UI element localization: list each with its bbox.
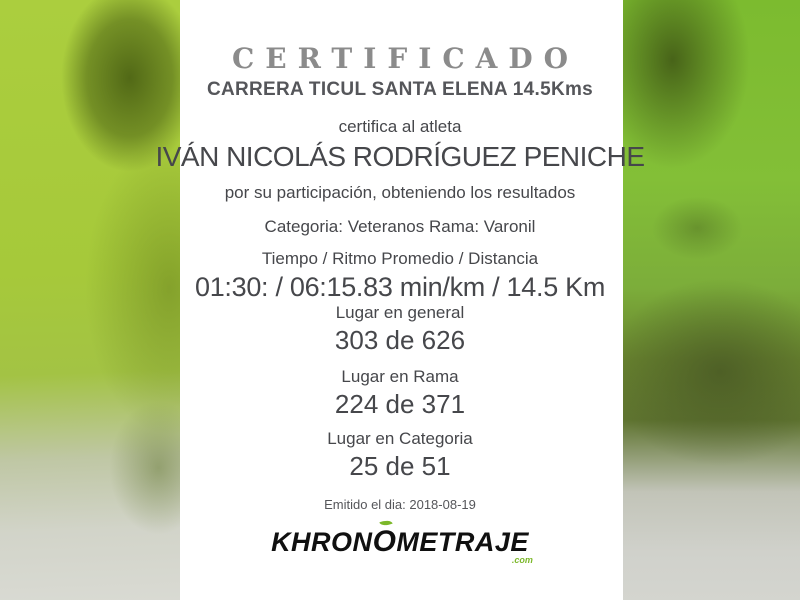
event-name: CARRERA TICUL SANTA ELENA 14.5Kms	[206, 79, 594, 100]
placement-categoria-label: Lugar en Categoria	[327, 429, 473, 448]
logo-text	[271, 527, 529, 557]
athlete-name: IVÁN NICOLÁS RODRÍGUEZ PENICHE	[155, 141, 645, 172]
placement-general-value: 303 de 626	[334, 325, 466, 355]
certificate-title: CERTIFICADO	[232, 42, 579, 75]
khronometraje-logo	[271, 525, 533, 565]
placement-categoria-value: 25 de 51	[349, 451, 451, 481]
placement-general-label: Lugar en general	[335, 303, 465, 322]
category-line: Categoria: Veteranos Rama: Varonil	[264, 217, 536, 236]
placement-rama-label: Lugar en Rama	[341, 367, 459, 386]
issued-date: Emitido el dia: 2018-08-19	[324, 497, 476, 512]
logo-text-post: METRAJE	[396, 527, 529, 557]
placement-general	[0, 303, 800, 355]
placement-categoria	[0, 429, 800, 481]
placement-rama	[0, 367, 800, 419]
logo-o-stopwatch-icon	[373, 526, 397, 558]
logo-o-letter: O	[372, 525, 397, 558]
metrics-value: 01:30: / 06:15.83 min/km / 14.5 Km	[194, 272, 606, 302]
logo-text-pre: KHRON	[271, 527, 373, 557]
placement-rama-value: 224 de 371	[334, 389, 466, 419]
metrics-label: Tiempo / Ritmo Promedio / Distancia	[261, 249, 539, 268]
logo-tld: .com	[511, 555, 533, 565]
participation-text: por su participación, obteniendo los resultados	[224, 183, 576, 202]
certify-label: certifica al atleta	[338, 117, 462, 136]
